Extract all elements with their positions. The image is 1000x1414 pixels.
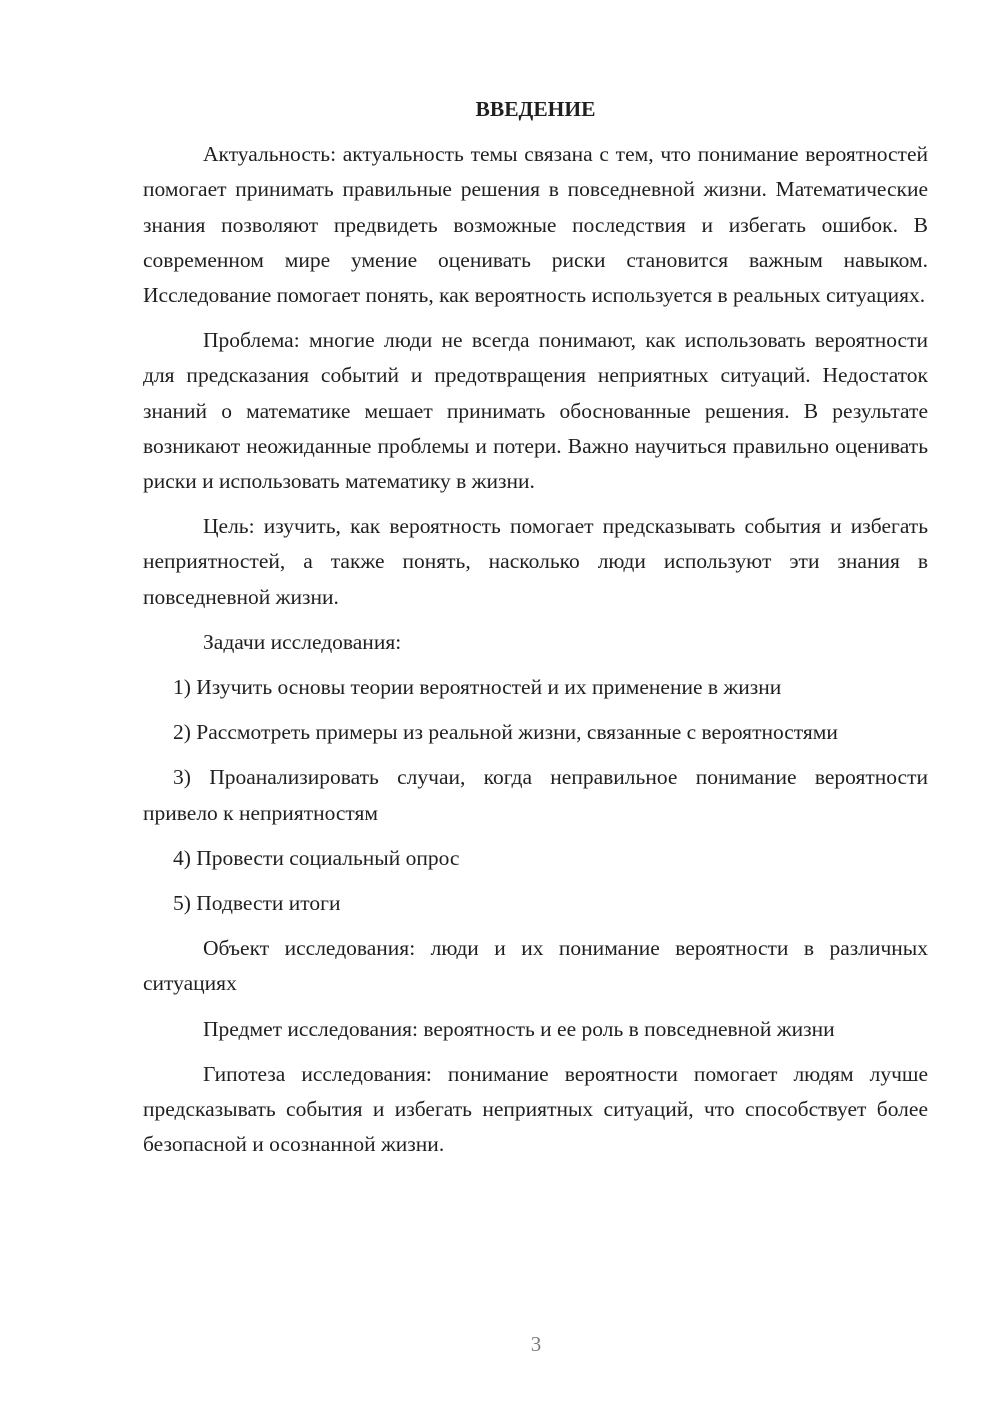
task-item-4: 4) Провести социальный опрос	[173, 845, 460, 870]
page-number: 3	[530, 1332, 542, 1356]
paragraph-goal: Цель: изучить, как вероятность помогает предсказывать события и избегать неприятностей, а также понять, насколько люди используют эти знания в повседневной жизни.	[143, 514, 928, 609]
page-title: ВВЕДЕНИЕ	[475, 97, 596, 121]
paragraph-subject: Предмет исследования: вероятность и ее роль в повседневной жизни	[203, 1016, 835, 1041]
task-item-3: 3) Проанализировать случаи, когда неправильное понимание вероятности привело к неприятностям	[143, 765, 928, 825]
task-item-2: 2) Рассмотреть примеры из реальной жизни, связанные с вероятностями	[173, 720, 838, 745]
paragraph-tasks-heading: Задачи исследования:	[203, 629, 402, 654]
paragraph-problem: Проблема: многие люди не всегда понимают, как использовать вероятности для предсказания событий и предотвращения неприятных ситуаций. Недостаток знаний о математике мешает принимать обоснованные решения. В результате возникают неожиданные проблемы и потери. Важно научиться правильно оценивать риски и использовать математику в жизни.	[143, 328, 928, 494]
task-item-1: 1) Изучить основы теории вероятностей и их применение в жизни	[173, 675, 782, 700]
paragraph-object: Объект исследования: люди и их понимание вероятности в различных ситуациях	[143, 936, 928, 996]
paragraph-relevance: Актуальность: актуальность темы связана с тем, что понимание вероятностей помогает принимать правильные решения в повседневной жизни. Математические знания позволяют предвидеть возможные последствия и избегать ошибок. В современном мире умение оценивать риски становится важным навыком. Исследование помогает понять, как вероятность используется в реальных ситуациях.	[143, 142, 928, 308]
page-content	[143, 92, 928, 1172]
paragraph-hypothesis: Гипотеза исследования: понимание вероятности помогает людям лучше предсказывать события и избегать неприятных ситуаций, что способствует более безопасной и осознанной жизни.	[143, 1061, 928, 1157]
task-item-5: 5) Подвести итоги	[173, 891, 341, 916]
